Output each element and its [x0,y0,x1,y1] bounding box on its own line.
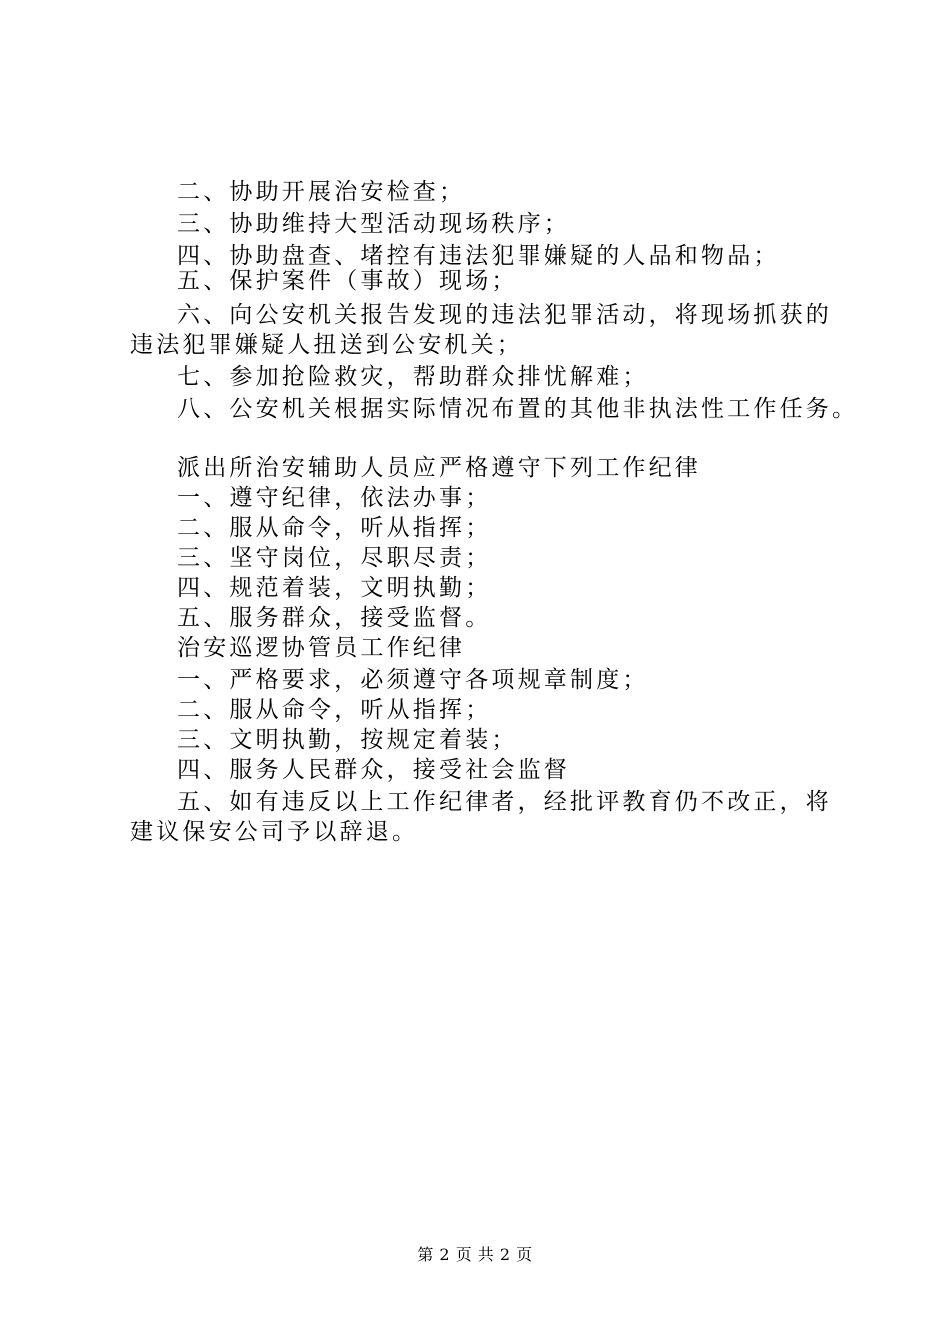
paragraph-line: 六、向公安机关报告发现的违法犯罪活动，将现场抓获的 [177,302,832,328]
paragraph-line: 三、协助维持大型活动现场秩序； [177,211,570,237]
paragraph-line: 建议保安公司予以辞退。 [130,819,419,845]
paragraph-line: 四、协助盘查、堵控有违法犯罪嫌疑的人品和物品； [177,243,780,269]
paragraph-line: 四、服务人民群众，接受社会监督 [177,757,570,783]
paragraph-line: 三、坚守岗位，尽职尽责； [177,545,492,571]
paragraph-line: 四、规范着装，文明执勤； [177,575,492,601]
paragraph-line: 违法犯罪嫌疑人扭送到公安机关； [130,332,523,358]
paragraph-line: 二、服从命令，听从指挥； [177,515,492,541]
paragraph-line: 八、公安机关根据实际情况布置的其他非执法性工作任务。 [177,396,859,422]
paragraph-line: 五、保护案件（事故）现场； [177,268,518,294]
section-heading: 派出所治安辅助人员应严格遵守下列工作纪律 [177,455,701,481]
paragraph-line: 三、文明执勤，按规定着装； [177,727,518,753]
paragraph-line: 二、协助开展治安检查； [177,179,466,205]
paragraph-line: 五、如有违反以上工作纪律者，经批评教育仍不改正，将 [177,789,832,815]
section-heading: 治安巡逻协管员工作纪律 [177,635,466,661]
paragraph-line: 一、严格要求，必须遵守各项规章制度； [177,667,649,693]
paragraph-line: 二、服从命令，听从指挥； [177,697,492,723]
page-number-footer: 第 2 页 共 2 页 [417,1245,533,1264]
paragraph-line: 一、遵守纪律，依法办事； [177,485,492,511]
paragraph-line: 五、服务群众，接受监督。 [177,605,492,631]
paragraph-line: 七、参加抢险救灾，帮助群众排忧解难； [177,364,649,390]
